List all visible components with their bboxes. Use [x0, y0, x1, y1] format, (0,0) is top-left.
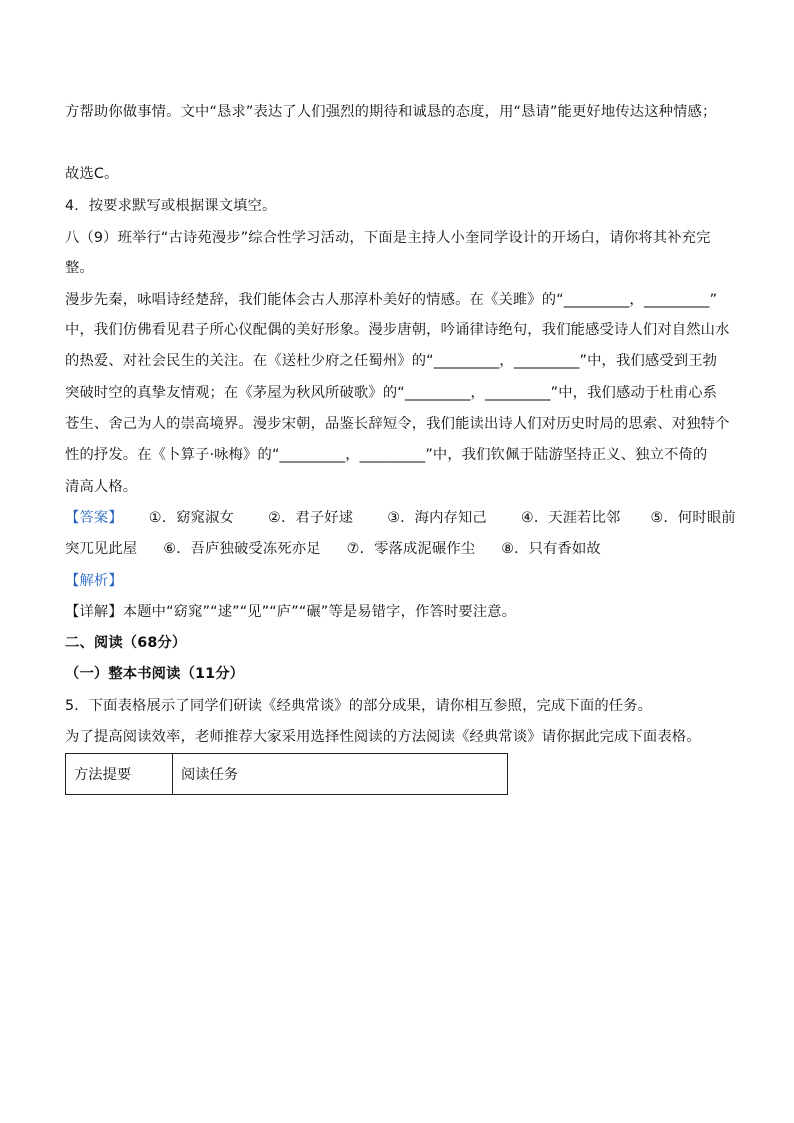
answer-item: 突兀见此屋 — [65, 541, 138, 557]
text-line: 突破时空的真挚友情观；在《茅屋为秋风所破歌》的“_________，_________”中，我们感动于杜甫心系 — [65, 385, 718, 401]
detail-text: 【详解】本题中“窈窕”“逑”“见”“庐”“碾”等是易错字，作答时要注意。 — [65, 604, 517, 620]
answer-item: ①．窈窕淑女 — [148, 510, 234, 526]
question-5-title: 5．下面表格展示了同学们研读《经典常谈》的部分成果，请你相互参照，完成下面的任务。 — [65, 698, 653, 714]
section-heading: 二、阅读（68分） — [65, 635, 187, 651]
text-line: 方帮助你做事情。文中“恳求”表达了人们强烈的期待和诚恳的态度，用“恳请”能更好地传达这种情感； — [65, 104, 717, 120]
answer-item: ⑤．何时眼前 — [650, 510, 736, 526]
table-header-cell: 方法提要 — [66, 754, 173, 795]
reading-table — [65, 753, 508, 795]
text-line: 性的抒发。在《卜算子·咏梅》的“_________，_________”中，我们钦佩于陆游坚持正义、独立不倚的 — [65, 447, 708, 463]
text-line: 故选C。 — [65, 166, 119, 182]
answer-item: ④．天涯若比邻 — [520, 510, 621, 526]
text-line: 为了提高阅读效率，老师推荐大家采用选择性阅读的方法阅读《经典常谈》请你据此完成下面表格。 — [65, 729, 701, 745]
answer-item: ②．君子好逑 — [268, 510, 354, 526]
subsection-heading: （一）整本书阅读（11分） — [65, 666, 245, 682]
text-line: 整。 — [65, 260, 94, 276]
answer-line-1 — [65, 508, 736, 528]
text-line: 漫步先秦，咏唱诗经楚辞，我们能体会古人那淳朴美好的情感。在《关雎》的“_________，_________” — [65, 292, 718, 308]
answer-item: ⑥．吾庐独破受冻死亦足 — [163, 541, 321, 557]
answer-item: ⑧．只有香如故 — [501, 541, 601, 557]
table-row — [66, 754, 508, 795]
answer-line-2 — [65, 539, 601, 559]
text-line: 的热爱、对社会民生的关注。在《送杜少府之任蜀州》的“_________，_________”中，我们感受到王勃 — [65, 353, 718, 369]
question-4-title: 4．按要求默写或根据课文填空。 — [65, 198, 277, 214]
text-line: 苍生、舍己为人的崇高境界。漫步宋朝，品鉴长辞短令，我们能读出诗人们对历史时局的思索、对独特个 — [65, 416, 730, 432]
text-line: 清高人格。 — [65, 479, 138, 495]
text-line: 八（9）班举行“古诗苑漫步”综合性学习活动，下面是主持人小奎同学设计的开场白，请你将其补充完 — [65, 230, 711, 246]
table-header-cell: 阅读任务 — [173, 754, 508, 795]
text-line: 中，我们仿佛看见君子所心仪配偶的美好形象。漫步唐朝，吟诵律诗绝句，我们能感受诗人们对自然山水 — [65, 322, 730, 338]
analysis-label: 【解析】 — [65, 573, 123, 589]
answer-item: ③．海内存知己 — [387, 510, 487, 526]
answer-item: ⑦．零落成泥碾作尘 — [346, 541, 476, 557]
answer-label: 【答案】 — [65, 510, 123, 526]
